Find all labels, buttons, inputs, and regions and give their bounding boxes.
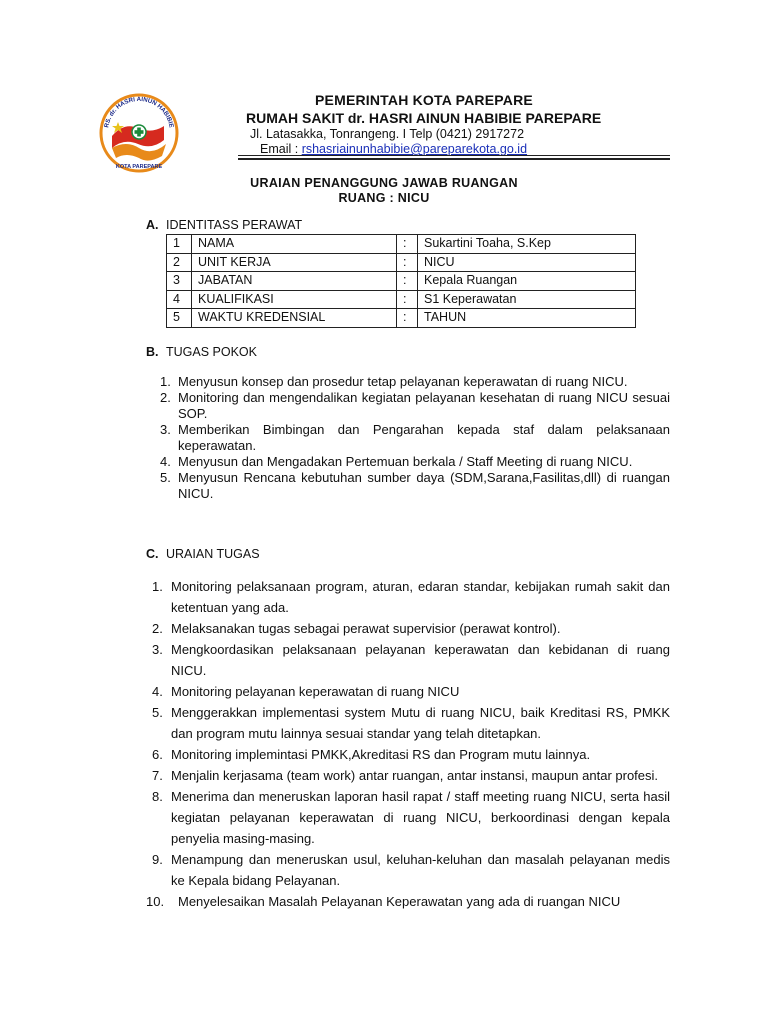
row-value: NICU [418, 253, 636, 272]
list-item [152, 849, 670, 891]
letterhead-email-line [260, 142, 527, 156]
list-item-text: Monitoring pelayanan keperawatan di ruang NICU [171, 684, 460, 699]
email-label: Email : [260, 142, 299, 156]
row-separator: : [397, 290, 418, 309]
list-item [152, 702, 670, 744]
row-field: UNIT KERJA [192, 253, 397, 272]
row-separator: : [397, 235, 418, 254]
section-c-letter: C. [146, 547, 159, 561]
letterhead-government: PEMERINTAH KOTA PAREPARE [315, 92, 533, 108]
list-item-number: 1. [152, 579, 163, 594]
section-a-label: IDENTITASS PERAWAT [166, 218, 303, 232]
list-item [160, 390, 670, 422]
list-item-text: Monitoring implemintasi PMKK,Akreditasi RS dan Program mutu lainnya. [171, 747, 591, 762]
list-item-text: Melaksanakan tugas sebagai perawat supervisior (perawat kontrol). [171, 621, 561, 636]
list-item-text: Menggerakkan implementasi system Mutu di ruang NICU, baik Kreditasi RS, PMKK dan program mutu lainnya sesuai standar yang telah ditetapkan. [171, 705, 670, 741]
list-item-text: Menyelesaikan Masalah Pelayanan Keperawatan yang ada di ruangan NICU [178, 894, 621, 909]
list-item-text: Menerima dan meneruskan laporan hasil rapat / staff meeting ruang NICU, serta hasil kegiatan pelayanan keperawatan di ruang NICU, berkoordinasi dengan kepala penyelia masing-masing. [171, 789, 670, 846]
list-item [152, 576, 670, 618]
list-item-number: 5. [160, 470, 171, 485]
row-number: 4 [167, 290, 192, 309]
row-value: TAHUN [418, 309, 636, 328]
list-item-text: Menyusun dan Mengadakan Pertemuan berkala / Staff Meeting di ruang NICU. [178, 454, 633, 469]
section-c-label: URAIAN TUGAS [166, 547, 260, 561]
letterhead-address: Jl. Latasakka, Tonrangeng. I Telp (0421) 2917272 [250, 127, 525, 141]
list-item-number: 3. [160, 422, 171, 437]
list-item-number: 8. [152, 789, 163, 804]
list-item [160, 470, 670, 502]
list-item [152, 618, 670, 639]
table-row [167, 290, 636, 309]
row-number: 3 [167, 272, 192, 291]
section-b-label: TUGAS POKOK [166, 345, 257, 359]
list-item-number: 7. [152, 768, 163, 783]
list-item-text: Menyusun konsep dan prosedur tetap pelayanan keperawatan di ruang NICU. [178, 374, 628, 389]
list-item-number: 4. [160, 454, 171, 469]
row-number: 5 [167, 309, 192, 328]
uraian-tugas-list [146, 576, 670, 912]
row-value: Kepala Ruangan [418, 272, 636, 291]
doc-title: URAIAN PENANGGUNG JAWAB RUANGAN [250, 176, 518, 190]
list-item-number: 2. [160, 390, 171, 405]
section-a-letter: A. [146, 218, 159, 232]
email-link[interactable]: rshasriainunhabibie@pareparekota.go.id [301, 142, 528, 156]
svg-text:RS. dr. HASRI AINUN HABIBIE: RS. dr. HASRI AINUN HABIBIE [103, 95, 175, 129]
list-item [146, 891, 670, 912]
list-item-number: 3. [152, 642, 163, 657]
svg-text:KOTA PAREPARE: KOTA PAREPARE [115, 164, 163, 170]
row-separator: : [397, 272, 418, 291]
identity-table [166, 234, 636, 328]
list-item-number: 1. [160, 374, 171, 389]
list-item-text: Menjalin kerjasama (team work) antar ruangan, antar instansi, maupun antar profesi. [171, 768, 659, 783]
section-c-heading [146, 547, 260, 561]
list-item-text: Monitoring dan mengendalikan kegiatan pelayanan kesehatan di ruang NICU sesuai SOP. [178, 390, 670, 421]
list-item [152, 681, 670, 702]
letterhead-rule-thin [238, 155, 670, 156]
table-row [167, 253, 636, 272]
list-item [160, 374, 670, 390]
list-item [152, 786, 670, 849]
list-item-text: Menampung dan meneruskan usul, keluhan-keluhan dan masalah pelayanan medis ke Kepala bidang Pelayanan. [171, 852, 670, 888]
hospital-logo-icon [98, 92, 180, 174]
row-value: Sukartini Toaha, S.Kep [418, 235, 636, 254]
list-item-number: 2. [152, 621, 163, 636]
section-b-letter: B. [146, 345, 159, 359]
row-number: 2 [167, 253, 192, 272]
list-item-number: 10. [146, 894, 165, 909]
list-item [160, 454, 670, 470]
row-separator: : [397, 253, 418, 272]
list-item [152, 744, 670, 765]
list-item-number: 5. [152, 705, 163, 720]
letterhead-rule-thick [238, 158, 670, 160]
tugas-pokok-list [160, 374, 670, 502]
row-field: KUALIFIKASI [192, 290, 397, 309]
row-number: 1 [167, 235, 192, 254]
letterhead-hospital: RUMAH SAKIT dr. HASRI AINUN HABIBIE PAREPARE [246, 110, 602, 126]
row-field: WAKTU KREDENSIAL [192, 309, 397, 328]
row-field: JABATAN [192, 272, 397, 291]
list-item-text: Monitoring pelaksanaan program, aturan, edaran standar, kebijakan rumah sakit dan ketentuan yang ada. [171, 579, 670, 615]
table-row [167, 235, 636, 254]
list-item [160, 422, 670, 454]
list-item-text: Mengkoordasikan pelaksanaan pelayanan keperawatan dan kebidanan di ruang NICU. [171, 642, 670, 678]
list-item [152, 765, 670, 786]
list-item [152, 639, 670, 681]
list-item-text: Menyusun Rencana kebutuhan sumber daya (SDM,Sarana,Fasilitas,dll) di ruangan NICU. [178, 470, 670, 501]
list-item-number: 4. [152, 684, 163, 699]
doc-subtitle: RUANG : NICU [338, 191, 430, 205]
row-value: S1 Keperawatan [418, 290, 636, 309]
table-row [167, 272, 636, 291]
list-item-text: Memberikan Bimbingan dan Pengarahan kepada staf dalam pelaksanaan keperawatan. [178, 422, 670, 453]
row-field: NAMA [192, 235, 397, 254]
table-row [167, 309, 636, 328]
list-item-number: 6. [152, 747, 163, 762]
section-a-heading [146, 218, 302, 232]
section-b-heading [146, 345, 257, 359]
row-separator: : [397, 309, 418, 328]
list-item-number: 9. [152, 852, 163, 867]
